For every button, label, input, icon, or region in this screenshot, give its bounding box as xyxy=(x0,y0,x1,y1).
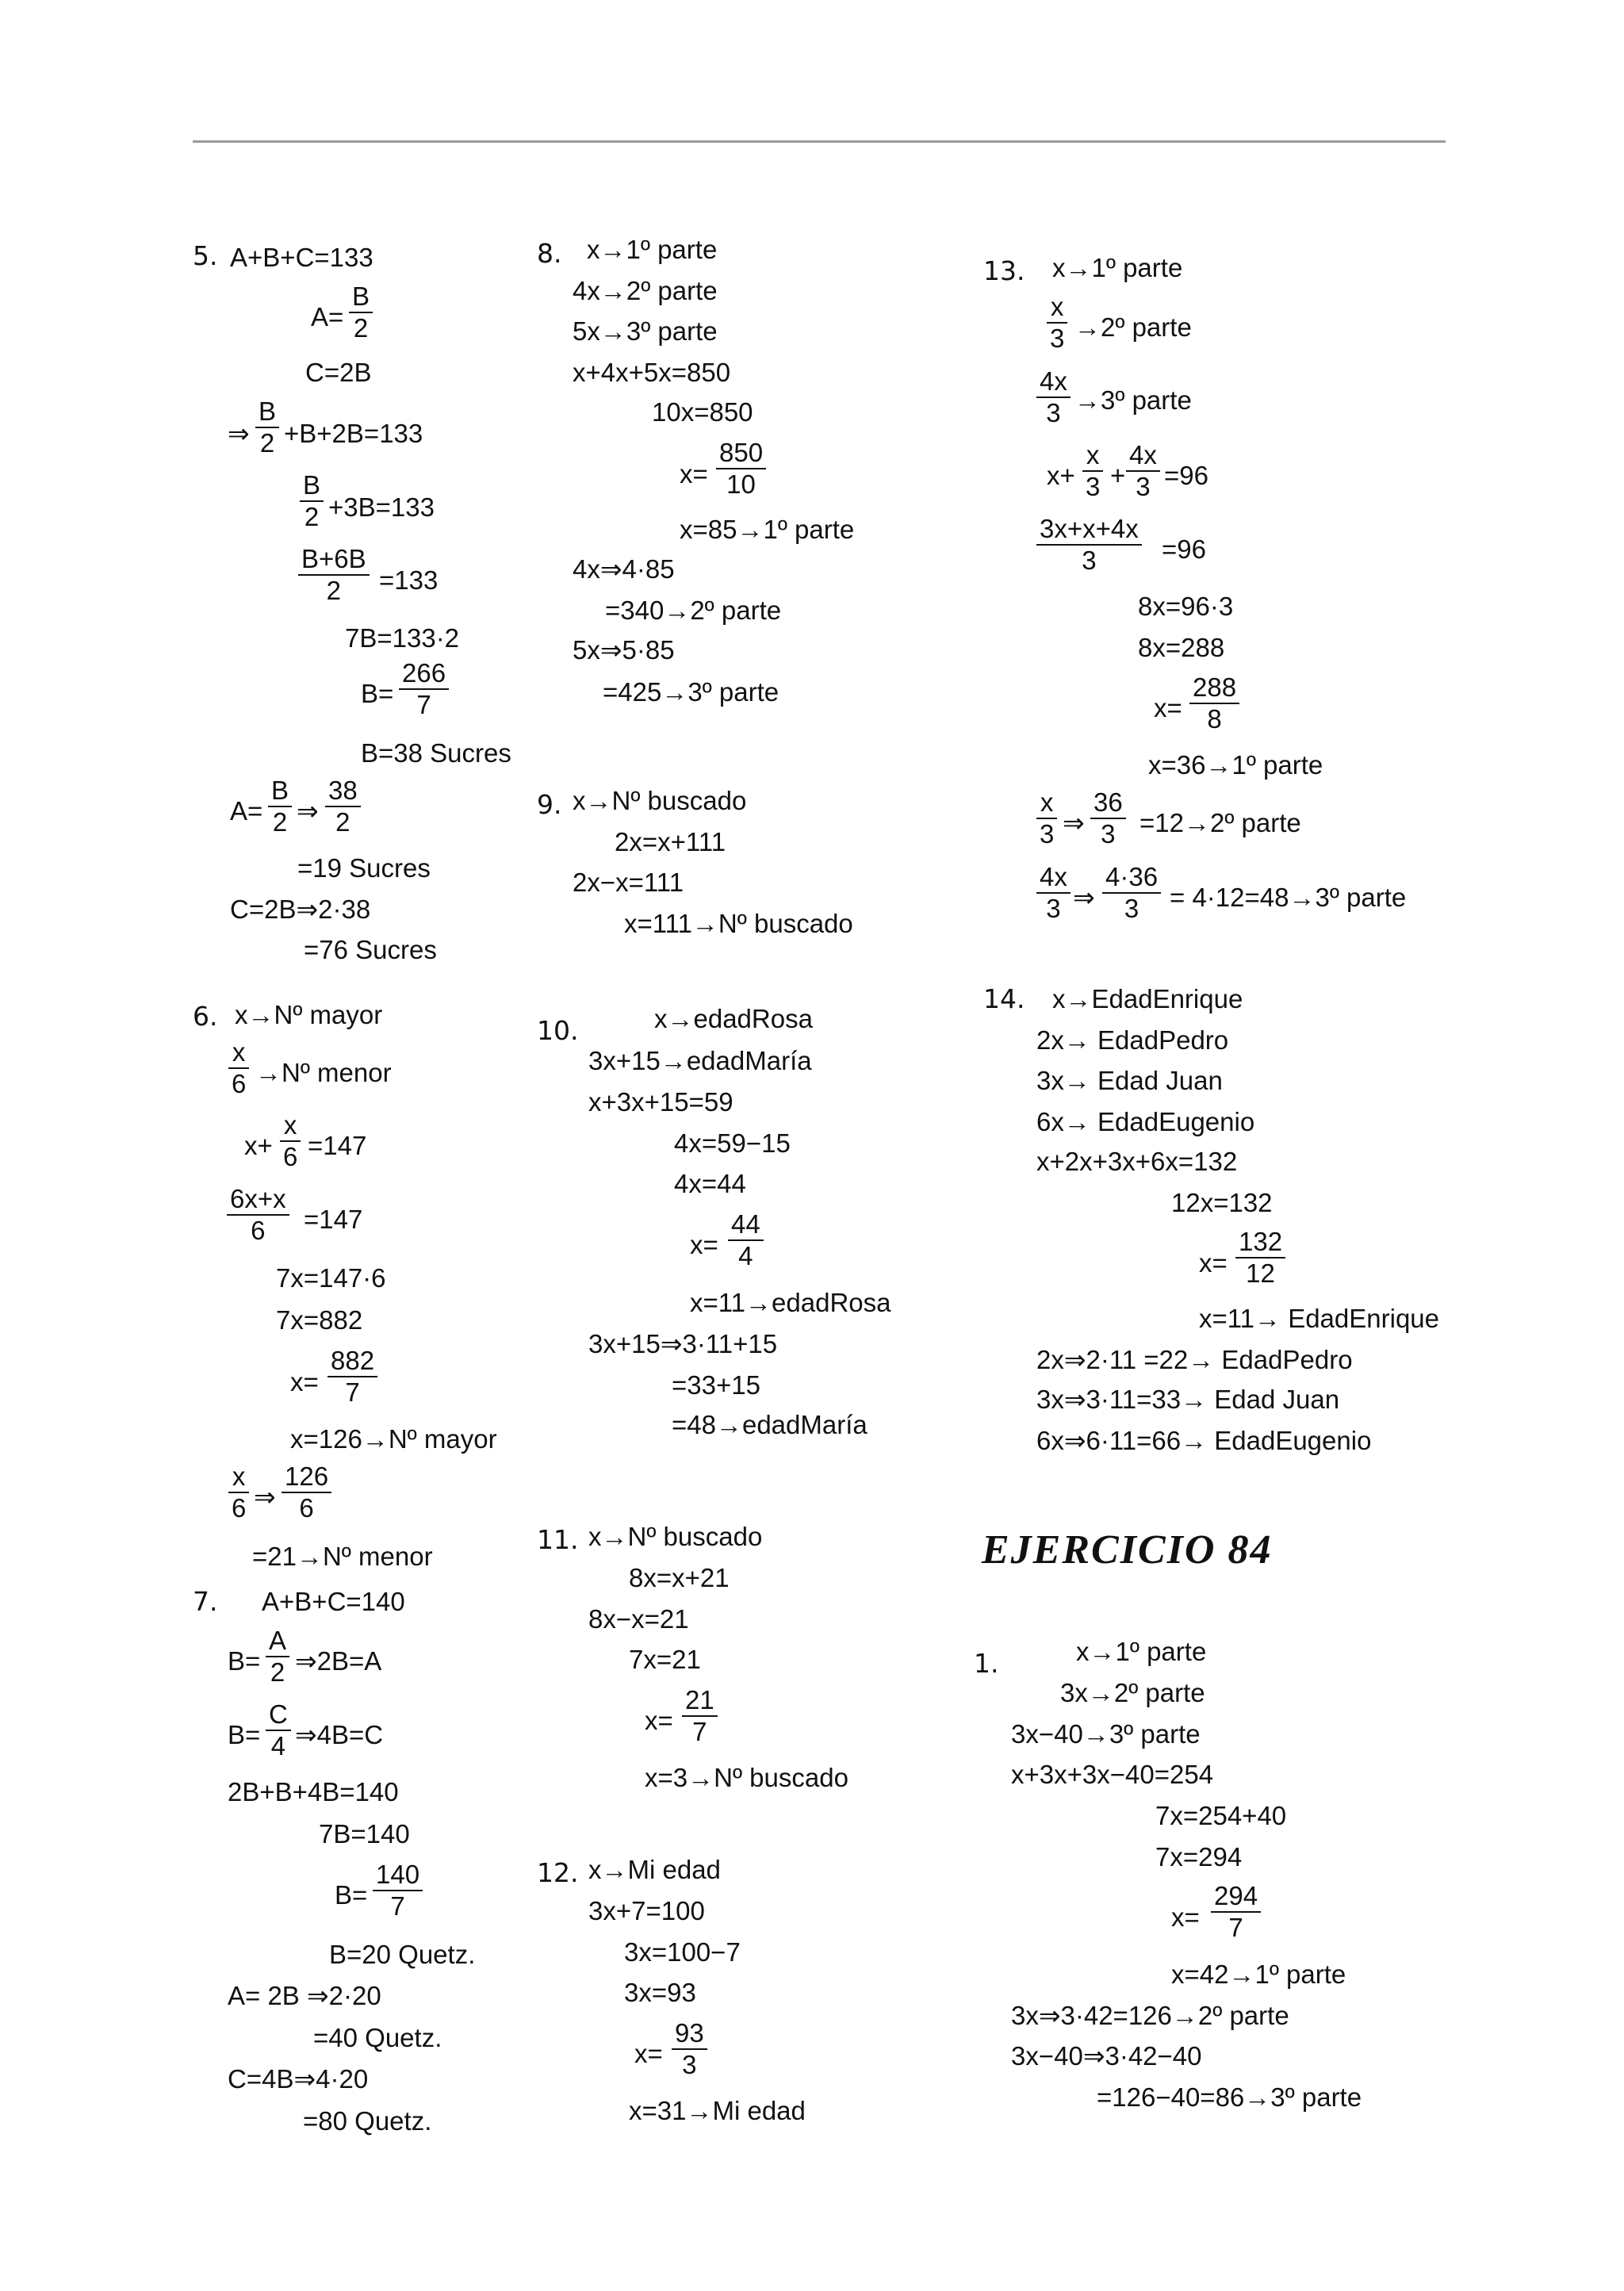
equation-line: x=11→ EdadEnrique xyxy=(1199,1304,1440,1333)
equation-line: x→1º parte xyxy=(587,235,718,264)
equation-line: 7B=133·2 xyxy=(345,623,460,653)
equation-line: 8x=288 xyxy=(1138,633,1225,662)
equation-line: A= 2B ⇒2·20 xyxy=(228,1981,381,2010)
equation-line: x+3x+15=59 xyxy=(588,1087,733,1117)
equation-line: =147 xyxy=(304,1205,363,1234)
equation-line: =48→edadMaría xyxy=(672,1410,868,1439)
equation-line: 2x−x=111 xyxy=(573,868,684,897)
equation-line: x+2x+3x+6x=132 xyxy=(1036,1147,1238,1176)
equation-line: 8x=x+21 xyxy=(629,1563,730,1592)
equation-line: 8x=96·3 xyxy=(1138,592,1234,621)
equation-line: =126−40=86→3º parte xyxy=(1097,2082,1362,2112)
equation-line: B=38 Sucres xyxy=(361,738,511,768)
fraction: 4x 3 xyxy=(1126,440,1160,502)
equation-line: =340→2º parte xyxy=(605,596,782,625)
implies-symbol: ⇒ xyxy=(228,419,250,448)
implies-symbol: ⇒ xyxy=(297,796,319,826)
equation-line: 12x=132 xyxy=(1171,1188,1273,1217)
equation-line: =133 xyxy=(379,565,439,595)
equation-line: 7x=294 xyxy=(1155,1842,1243,1871)
fraction: x 3 xyxy=(1047,292,1067,354)
equation-line: C=2B⇒2·38 xyxy=(230,895,371,924)
equation-line: 3x⇒3·42=126→2º parte xyxy=(1011,2001,1289,2030)
implies-symbol: ⇒ xyxy=(1063,808,1085,837)
equation-line: 8x−x=21 xyxy=(588,1604,689,1634)
equation-line: x= xyxy=(290,1367,319,1396)
equation-line: x+4x+5x=850 xyxy=(573,358,731,387)
equation-line: =96 xyxy=(1162,534,1206,564)
equation-line: 3x−40⇒3·42−40 xyxy=(1011,2041,1202,2071)
equation-line: x→edadRosa xyxy=(654,1004,813,1033)
equation-line: B= xyxy=(335,1880,368,1910)
equation-line: 7B=140 xyxy=(319,1819,410,1849)
equation-line: 7x=21 xyxy=(629,1645,701,1674)
equation-line: 3x+7=100 xyxy=(588,1896,705,1925)
fraction: B 2 xyxy=(255,397,279,458)
equation-line: A= xyxy=(230,796,263,826)
fraction: 126 6 xyxy=(282,1462,331,1523)
implies-symbol: ⇒ xyxy=(254,1482,276,1511)
exercise-1-number: 1. xyxy=(974,1648,999,1679)
equation-line: 2B+B+4B=140 xyxy=(228,1777,399,1806)
equation-line: 7x=147·6 xyxy=(276,1263,386,1293)
problem-7-number: 7. xyxy=(193,1586,218,1617)
equation-line: x= xyxy=(690,1230,718,1259)
equation-line: =40 Quetz. xyxy=(313,2023,442,2052)
problem-6-number: 6. xyxy=(193,1001,218,1032)
equation-line: A= xyxy=(311,302,344,331)
equation-line: x→1º parte xyxy=(1052,253,1183,282)
fraction: 21 7 xyxy=(682,1685,718,1747)
equation-line: 4x→2º parte xyxy=(573,276,718,305)
fraction: 4·36 3 xyxy=(1102,862,1161,924)
equation-line: B= xyxy=(228,1646,261,1676)
fraction: B 2 xyxy=(268,776,292,837)
equation-line: x→Nº buscado xyxy=(573,786,747,815)
equation-line: =33+15 xyxy=(672,1370,760,1400)
equation-line: =19 Sucres xyxy=(297,853,431,883)
equation-line: 2x→ EdadPedro xyxy=(1036,1025,1229,1055)
fraction: B 2 xyxy=(349,282,373,343)
equation-line: x+ xyxy=(1047,461,1075,490)
equation-line: x→Nº mayor xyxy=(235,1000,383,1029)
top-rule xyxy=(193,140,1446,143)
equation-line: +B+2B=133 xyxy=(284,419,423,448)
equation-line: 2x=x+111 xyxy=(615,827,726,856)
equation-line: 3x=93 xyxy=(624,1978,696,2007)
equation-line: 4x=44 xyxy=(674,1169,746,1198)
equation-line: x+ xyxy=(244,1131,273,1160)
equation-line: 5x→3º parte xyxy=(573,316,718,346)
problem-13-number: 13. xyxy=(983,255,1025,286)
equation-line: A+B+C=140 xyxy=(262,1587,405,1616)
fraction: x 6 xyxy=(228,1462,249,1523)
equation-line: 3x+15→edadMaría xyxy=(588,1046,812,1075)
equation-line: x= xyxy=(1199,1248,1228,1278)
equation-line: x→EdadEnrique xyxy=(1052,984,1243,1013)
equation-line: =12→2º parte xyxy=(1139,808,1301,837)
equation-line: = 4·12=48→3º parte xyxy=(1170,883,1407,912)
section-heading: EJERCICIO 84 xyxy=(982,1527,1273,1573)
fraction: 288 8 xyxy=(1189,672,1239,734)
equation-line: =96 xyxy=(1164,461,1208,490)
equation-line: 5x⇒5·85 xyxy=(573,635,675,665)
equation-line: B=20 Quetz. xyxy=(329,1940,476,1969)
equation-line: ⇒4B=C xyxy=(295,1720,384,1749)
equation-line: 3x→2º parte xyxy=(1060,1678,1205,1707)
fraction: 140 7 xyxy=(373,1860,423,1921)
fraction: A 2 xyxy=(266,1626,289,1688)
fraction: x 3 xyxy=(1036,787,1057,849)
equation-line: =76 Sucres xyxy=(304,935,437,964)
problem-14-number: 14. xyxy=(983,983,1025,1014)
equation-line: C=4B⇒4·20 xyxy=(228,2064,369,2094)
fraction: x 6 xyxy=(280,1110,301,1172)
fraction: 850 10 xyxy=(716,438,766,500)
equation-line: 3x−40→3º parte xyxy=(1011,1719,1201,1749)
equation-line: B= xyxy=(361,679,394,708)
problem-10-number: 10. xyxy=(537,1015,579,1046)
equation-line: =147 xyxy=(308,1131,367,1160)
problem-5-number: 5. xyxy=(193,240,218,271)
equation-line: + xyxy=(1110,461,1126,490)
fraction: x 6 xyxy=(228,1037,249,1099)
equation-line: x→Nº buscado xyxy=(588,1522,763,1551)
equation-line: ⇒2B=A xyxy=(295,1646,382,1676)
equation-line: x= xyxy=(680,459,708,488)
equation-line: x→1º parte xyxy=(1076,1637,1207,1666)
fraction: 93 3 xyxy=(672,2018,707,2080)
equation-line: 4x⇒4·85 xyxy=(573,554,675,584)
equation-line: x=36→1º parte xyxy=(1148,750,1323,780)
equation-line: 3x→ Edad Juan xyxy=(1036,1066,1223,1095)
equation-line: A+B+C=133 xyxy=(230,243,373,272)
equation-line: →3º parte xyxy=(1074,385,1192,415)
problem-8-number: 8. xyxy=(537,238,562,269)
equation-line: x=3→Nº buscado xyxy=(645,1763,848,1792)
equation-line: 7x=882 xyxy=(276,1305,363,1335)
fraction: 38 2 xyxy=(325,776,361,837)
problem-11-number: 11. xyxy=(537,1524,579,1555)
equation-line: →2º parte xyxy=(1074,312,1192,342)
equation-line: x= xyxy=(1154,693,1182,722)
equation-line: B= xyxy=(228,1720,261,1749)
equation-line: =80 Quetz. xyxy=(303,2106,432,2136)
fraction: 132 12 xyxy=(1235,1227,1285,1289)
fraction: 294 7 xyxy=(1211,1881,1261,1943)
equation-line: x= xyxy=(634,2039,663,2068)
equation-line: x→Mi edad xyxy=(588,1855,721,1884)
equation-line: 3x=100−7 xyxy=(624,1937,741,1967)
equation-line: x+3x+3x−40=254 xyxy=(1011,1760,1214,1789)
equation-line: x= xyxy=(1171,1902,1200,1932)
equation-line: x=85→1º parte xyxy=(680,515,855,544)
equation-line: x=126→Nº mayor xyxy=(290,1424,497,1454)
problem-12-number: 12. xyxy=(537,1857,579,1888)
equation-line: 10x=850 xyxy=(652,397,753,427)
equation-line: 7x=254+40 xyxy=(1155,1801,1287,1830)
implies-symbol: ⇒ xyxy=(1073,883,1095,912)
problem-9-number: 9. xyxy=(537,789,562,820)
equation-line: 3x+15⇒3·11+15 xyxy=(588,1329,778,1358)
equation-line: =425→3º parte xyxy=(603,677,779,707)
equation-line: C=2B xyxy=(305,358,372,387)
fraction: B 2 xyxy=(300,470,324,532)
equation-line: x=31→Mi edad xyxy=(629,2096,806,2125)
equation-line: x=11→edadRosa xyxy=(690,1288,891,1317)
equation-line: 6x→ EdadEugenio xyxy=(1036,1107,1255,1136)
fraction: 44 4 xyxy=(728,1209,764,1271)
fraction: 6x+x 6 xyxy=(227,1184,289,1246)
fraction: B+6B 2 xyxy=(298,544,370,606)
equation-line: x=42→1º parte xyxy=(1171,1960,1346,1989)
fraction: C 4 xyxy=(266,1699,291,1761)
fraction: 36 3 xyxy=(1090,787,1126,849)
equation-line: x=111→Nº buscado xyxy=(624,909,853,938)
fraction: 4x 3 xyxy=(1036,862,1071,924)
fraction: 3x+x+4x 3 xyxy=(1036,514,1142,576)
equation-line: 6x⇒6·11=66→ EdadEugenio xyxy=(1036,1426,1372,1455)
equation-line: +3B=133 xyxy=(328,492,435,522)
equation-line: 4x=59−15 xyxy=(674,1128,791,1158)
equation-line: →Nº menor xyxy=(255,1058,392,1087)
fraction: x 3 xyxy=(1082,440,1103,502)
equation-line: x= xyxy=(645,1706,673,1735)
equation-line: 3x⇒3·11=33→ Edad Juan xyxy=(1036,1385,1340,1414)
fraction: 266 7 xyxy=(399,658,449,720)
fraction: 882 7 xyxy=(327,1346,377,1408)
fraction: 4x 3 xyxy=(1036,366,1071,428)
equation-line: =21→Nº menor xyxy=(252,1542,433,1571)
equation-line: 2x⇒2·11 =22→ EdadPedro xyxy=(1036,1345,1353,1374)
